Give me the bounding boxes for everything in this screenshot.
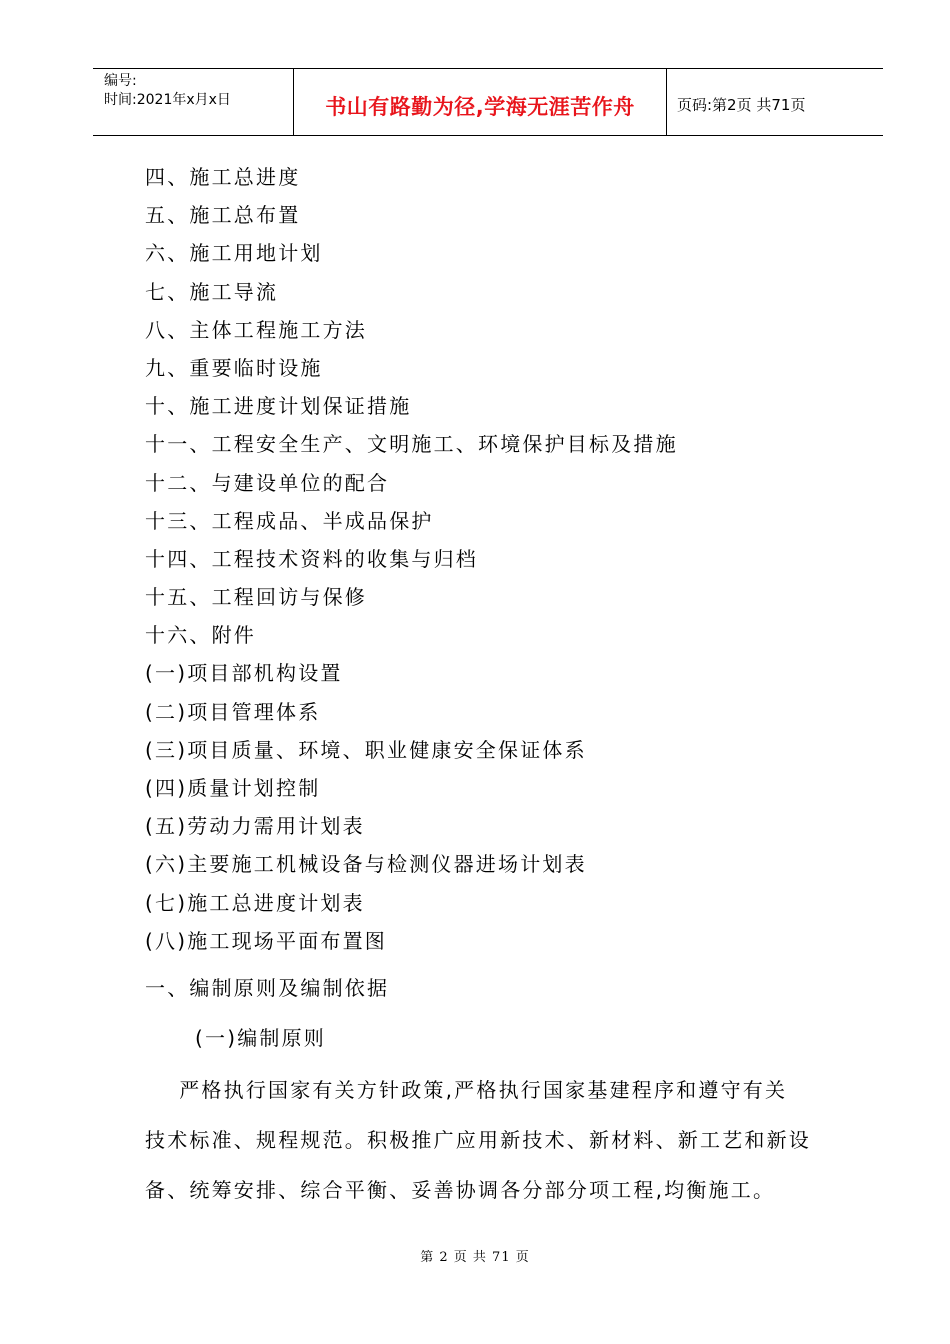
- toc-item: (二)项目管理体系: [145, 699, 321, 724]
- paragraph-line: 严格执行国家有关方针政策,严格执行国家基建程序和遵守有关: [145, 1078, 788, 1102]
- toc-item: 四、施工总进度: [145, 165, 301, 189]
- body-paragraph: [145, 1070, 835, 1220]
- header-motto-cell: [294, 69, 667, 135]
- toc-item: (三)项目质量、环境、职业健康安全保证体系: [145, 737, 587, 762]
- toc-item: 七、施工导流: [145, 279, 279, 304]
- toc-item: (八)施工现场平面布置图: [145, 928, 388, 953]
- toc-item: 十二、与建设单位的配合: [145, 470, 390, 495]
- section-title: 一、编制原则及编制依据: [145, 976, 390, 1000]
- toc-item: (五)劳动力需用计划表: [145, 814, 365, 839]
- header-meta-cell: [93, 69, 294, 135]
- toc-item: 十三、工程成品、半成品保护: [145, 508, 434, 533]
- paragraph-line: 技术标准、规程规范。积极推广应用新技术、新材料、新工艺和新设: [145, 1128, 811, 1152]
- toc-item: 八、主体工程施工方法: [145, 317, 367, 342]
- toc-item: (七)施工总进度计划表: [145, 890, 365, 915]
- toc-item: (一)项目部机构设置: [145, 661, 343, 686]
- toc-item: (六)主要施工机械设备与检测仪器进场计划表: [145, 852, 587, 877]
- toc-item: 十四、工程技术资料的收集与归档: [145, 546, 478, 571]
- document-time-label: 时间:2021年x月x日: [104, 92, 231, 108]
- header-motto: 书山有路勤为径,学海无涯苦作舟: [325, 95, 635, 119]
- header-page-cell: [667, 69, 883, 135]
- toc-item: 十六、附件: [145, 623, 256, 648]
- toc-item: 十、施工进度计划保证措施: [145, 394, 412, 419]
- page-footer: 第 2 页 共 71 页: [420, 1250, 530, 1265]
- toc-item: (四)质量计划控制: [145, 776, 321, 800]
- subsection-title: (一)编制原则: [195, 1026, 327, 1050]
- table-of-contents: [145, 158, 845, 960]
- document-number-label: 编号:: [104, 73, 137, 89]
- toc-item: 十五、工程回访与保修: [145, 585, 367, 610]
- header-page-info: 页码:第2页 共71页: [677, 96, 806, 114]
- toc-item: 十一、工程安全生产、文明施工、环境保护目标及措施: [145, 432, 678, 457]
- page-header: [93, 68, 883, 136]
- toc-item: 六、施工用地计划: [145, 241, 323, 266]
- toc-item: 五、施工总布置: [145, 203, 301, 228]
- paragraph-line: 备、统筹安排、综合平衡、妥善协调各分部分项工程,均衡施工。: [145, 1178, 776, 1202]
- toc-item: 九、重要临时设施: [145, 355, 323, 380]
